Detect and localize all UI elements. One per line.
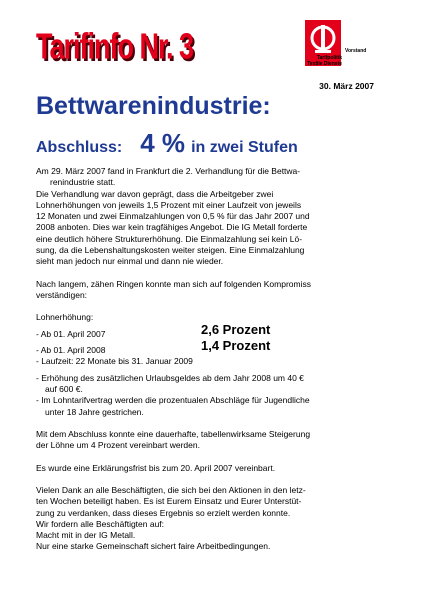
subhead-percent: 4 % — [140, 128, 186, 158]
spacer — [36, 301, 381, 312]
paragraph-line: sieht man jedoch nur einmal und dann nie wieder. — [36, 256, 224, 267]
spacer — [36, 418, 381, 429]
closing-line: Macht mit in der IG Metall. — [36, 530, 136, 541]
paragraph-line: verständigen: — [36, 289, 88, 300]
newsletter-title: Tarifinfo Nr. 3 — [36, 26, 194, 67]
closing-line: zung zu verdanken, dass dieses Ergebnis so erzielt werden konnte. — [36, 507, 291, 518]
paragraph-line: Lohnerhöhungen von jeweils 1,5 Prozent mit einer Laufzeit von jeweils — [36, 199, 302, 210]
contract-line: - Im Lohntarifvertrag werden die prozentualen Abschläge für Jugendliche — [36, 395, 310, 406]
paragraph-line: eine deutlich höhere Strukturerhöhung. Die Einmalzahlung sei kein Lö- — [36, 233, 303, 244]
logo-side-label: Vorstand — [345, 48, 367, 54]
closing-line: Mit dem Abschluss konnte eine dauerhafte, tabellenwirksame Steigerung — [36, 429, 311, 440]
closing-line: Nur eine starke Gemeinschaft sichert faire Arbeitbedingungen. — [36, 541, 271, 552]
spacer — [36, 452, 381, 463]
spacer — [36, 474, 381, 485]
rate-value: 1,4 Prozent — [201, 337, 271, 353]
closing-line: der Löhne um 4 Prozent vereinbart werden. — [36, 440, 200, 451]
document-date: 30. März 2007 — [319, 81, 374, 91]
paragraph-line: sung, da die Lebenshaltungskosten weiter steigen. Eine Einmalzahlung — [36, 245, 305, 256]
paragraph-line: 2008 anboten. Dies war kein tragfähiges Angebot. Die IG Metall forderte — [36, 222, 308, 233]
spacer — [36, 268, 381, 279]
closing-line: Vielen Dank an alle Beschäftigten, die sich bei den Aktionen in den letz- — [36, 484, 306, 495]
logo-department-line: Tarifpolitik — [316, 55, 342, 61]
paragraph-line: Am 29. März 2007 fand in Frankfurt die 2. Verhandlung für die Bettwa- — [36, 166, 301, 176]
paragraph-line: 12 Monaten und zwei Einmalzahlungen von 0,5 % für das Jahr 2007 und — [36, 211, 310, 222]
closing-line: Wir fordern alle Beschäftigten auf: — [36, 518, 165, 529]
holiday-pay-line: - Erhöhung des zusätzlichen Urlaubsgeldes ab dem Jahr 2008 um 40 € — [36, 372, 304, 383]
rate-row-2008 — [36, 337, 381, 356]
paragraph-line: Nach langem, zähen Ringen konnte man sich auf folgenden Kompromiss — [36, 278, 311, 289]
contract-line: unter 18 Jahre gestrichen. — [45, 406, 144, 417]
logo-department-line: Textile Dienste — [307, 61, 342, 67]
terms-heading: Lohnerhöhung: — [36, 312, 94, 323]
closing-line: Es wurde eine Erklärungsfrist bis zum 20. April 2007 vereinbart. — [36, 462, 276, 473]
logo-department — [278, 55, 342, 67]
closing-line: ten Wochen beteiligt haben. Es ist Eurem Einsatz und Eurer Unterstüt- — [36, 496, 302, 507]
rate-label: - Ab 01. April 2007 — [36, 328, 106, 339]
subheadline — [36, 128, 298, 159]
duration-line: - Laufzeit: 22 Monate bis 31. Januar 2009 — [36, 355, 193, 366]
rate-value: 2,6 Prozent — [201, 321, 271, 337]
paragraph-line: renindustrie statt. — [50, 177, 116, 188]
holiday-pay-line: auf 600 €. — [45, 384, 83, 395]
subhead-suffix: in zwei Stufen — [191, 139, 298, 156]
paragraph-line: Die Verhandlung war davon geprägt, dass die Arbeitgeber zwei — [36, 188, 274, 199]
rate-label: - Ab 01. April 2008 — [36, 344, 106, 355]
document-body — [36, 166, 381, 553]
headline: Bettwarenindustrie: — [36, 92, 271, 120]
subhead-label: Abschluss: — [36, 139, 123, 156]
